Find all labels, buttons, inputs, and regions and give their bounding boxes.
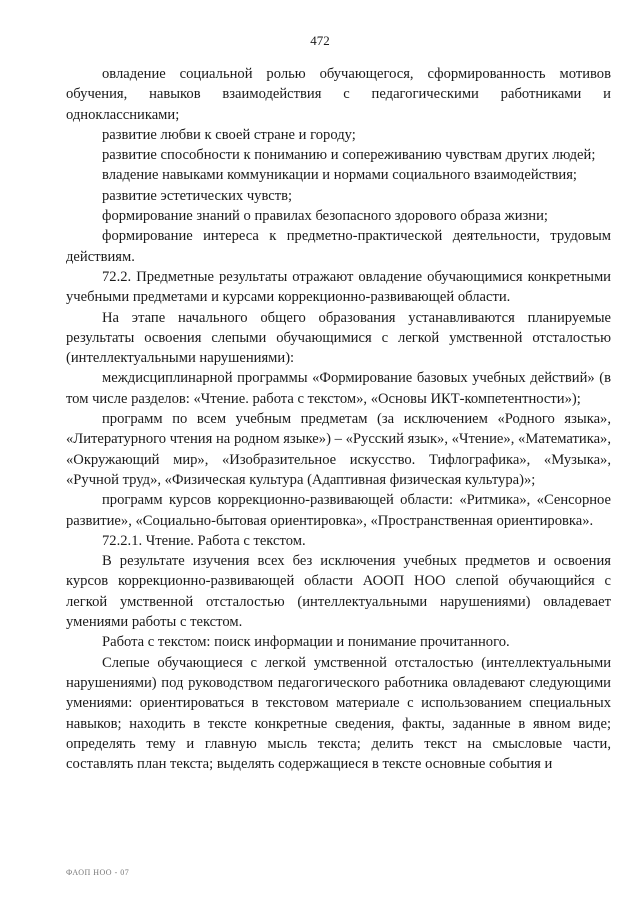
- body-text: [66, 64, 611, 774]
- paragraph-labor-interest: формирование интереса к предметно-практической деятельности, трудовым действиям.: [66, 228, 611, 265]
- paragraph-healthy-lifestyle: формирование знаний о правилах безопасного здорового образа жизни;: [102, 208, 548, 225]
- paragraph-planned-results: На этапе начального общего образования устанавливаются планируемые результаты освоения слепыми обучающимися с легкой умственной отсталостью (интеллектуальными нарушениями):: [66, 309, 611, 367]
- footer-code: ФАОП НОО - 07: [66, 868, 130, 877]
- paragraph-study-results: В результате изучения всех без исключения учебных предметов и освоения курсов коррекционно-развивающей области АООП НОО слепой обучающийся с легкой умственной отсталостью (интеллектуальными нарушениями) овладевает умениями работы с текстом.: [66, 553, 611, 631]
- page-number: 472: [310, 33, 330, 48]
- paragraph-correction-courses: программ курсов коррекционно-развивающей области: «Ритмика», «Сенсорное развитие», «Социально-бытовая ориентировка», «Пространственная ориентировка».: [66, 492, 611, 529]
- paragraph-social-role: овладение социальной ролью обучающегося, сформированность мотивов обучения, навыков взаимодействия с педагогическими работниками и одноклассниками;: [66, 66, 611, 123]
- paragraph-skills: Слепые обучающиеся с легкой умственной отсталостью (интеллектуальными нарушениями) под руководством педагогического работника овладевают следующими умениями: ориентироваться в текстовом материале с использованием специальных навыков; находить в тексте конкретные сведения, факты, заданные в явном виде; определять тему и главную мысль текста; делить текст на смысловые части, составлять план текста; выделять содержащиеся в тексте основные события и: [66, 654, 611, 773]
- paragraph-interdisciplinary: междисциплинарной программы «Формирование базовых учебных действий» (в том числе разделов: «Чтение. работа с текстом», «Основы ИКТ-компетентности»);: [66, 370, 611, 407]
- paragraph-aesthetic: развитие эстетических чувств;: [102, 187, 293, 204]
- paragraph-text-work: Работа с текстом: поиск информации и понимание прочитанного.: [102, 634, 510, 651]
- section-heading-reading: 72.2.1. Чтение. Работа с текстом.: [102, 532, 306, 549]
- paragraph-subject-results: 72.2. Предметные результаты отражают овладение обучающимися конкретными учебными предметами и курсами коррекционно-развивающей области.: [66, 268, 611, 306]
- paragraph-communication: владение навыками коммуникации и нормами социального взаимодействия;: [102, 167, 577, 184]
- paragraph-subject-programs: программ по всем учебным предметам (за исключением «Родного языка», «Литературного чтения на родном языке») – «Русский язык», «Чтение», «Математика», «Окружающий мир», «Изобразительное искусство. Тифлографика», «Музыка», «Ручной труд», «Физическая культура (Адаптивная физическая культура)»;: [66, 411, 611, 488]
- paragraph-empathy: развитие способности к пониманию и сопереживанию чувствам других людей;: [102, 147, 596, 164]
- paragraph-love-country: развитие любви к своей стране и городу;: [102, 126, 356, 143]
